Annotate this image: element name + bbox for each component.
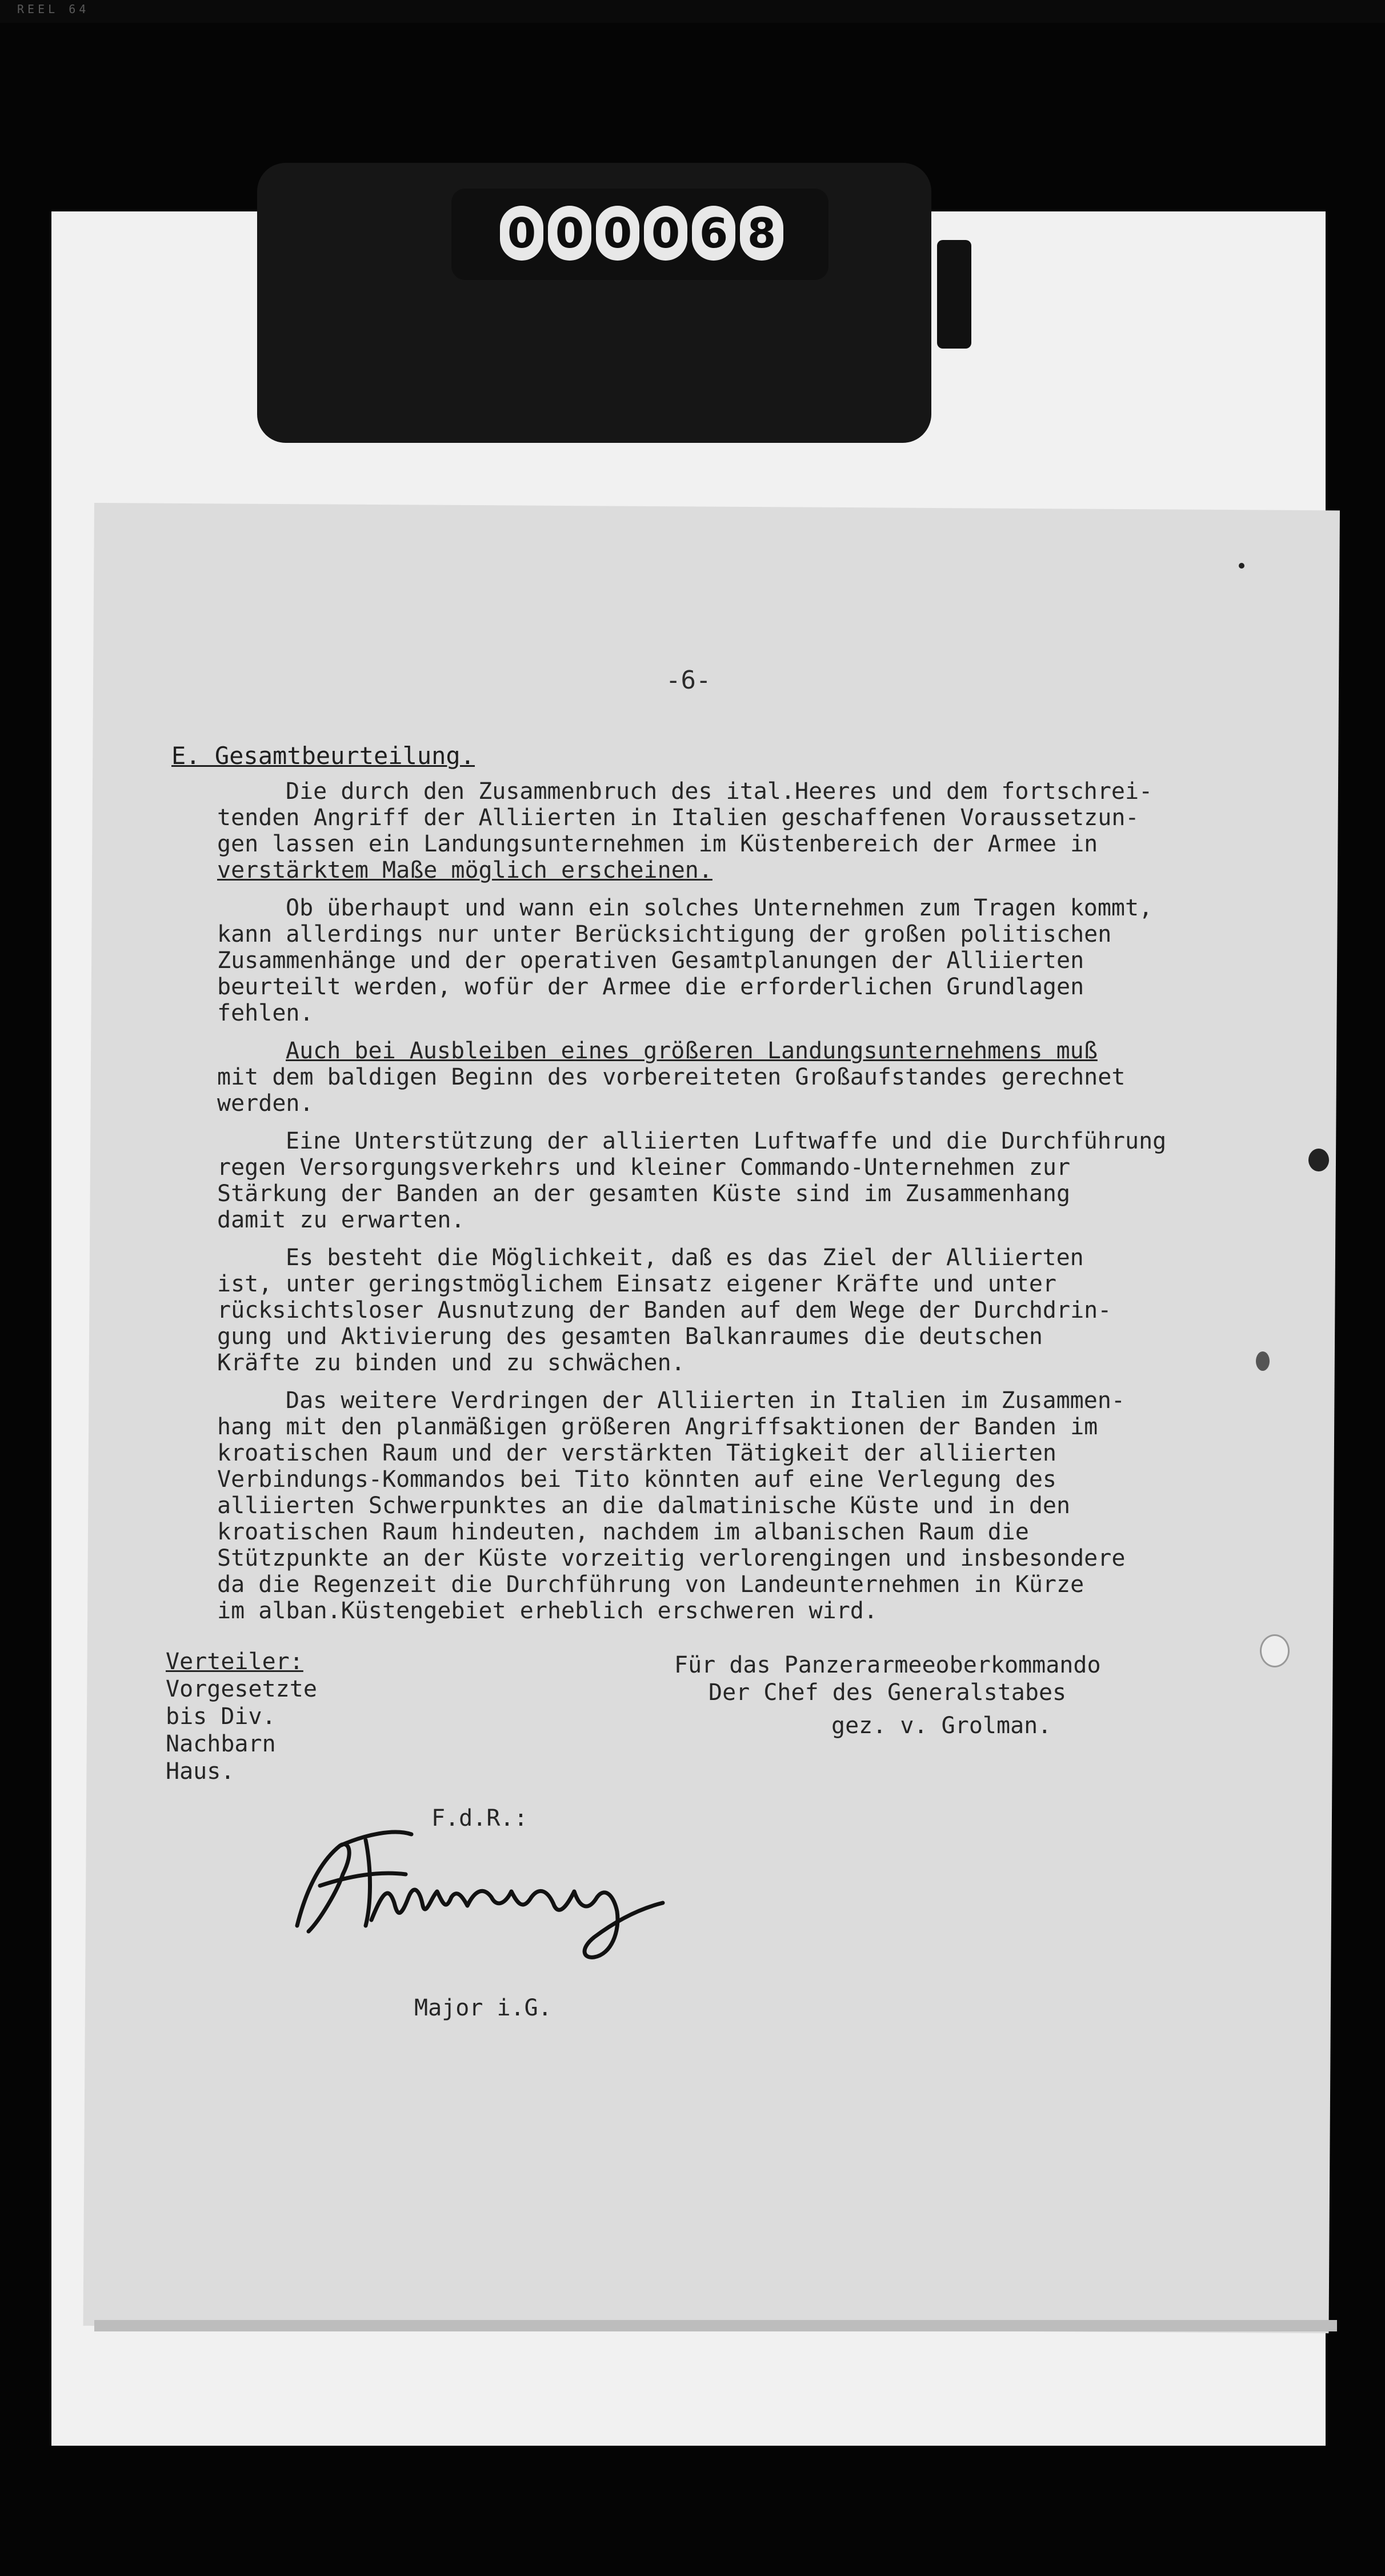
paragraph-1-line-3: gen lassen ein Landungsunternehmen im Küstenbereich der Armee in bbox=[217, 831, 1098, 857]
paragraph-4-line-3: Stärkung der Banden an der gesamten Küste sind im Zusammenhang bbox=[217, 1181, 1071, 1207]
paragraph-2-line-3: Zusammenhänge und der operativen Gesamtplanungen der Alliierten bbox=[217, 947, 1084, 974]
distribution-line: Vorgesetzte bbox=[166, 1676, 317, 1702]
paragraph-6-line-9: im alban.Küstengebiet erheblich erschweren wird. bbox=[217, 1598, 878, 1624]
paragraph-4-line-1: Eine Unterstützung der alliierten Luftwaffe und die Durchführung bbox=[286, 1128, 1167, 1154]
stamp-digit: 8 bbox=[740, 206, 783, 261]
paragraph-5-line-3: rücksichtsloser Ausnutzung der Banden auf dem Wege der Durchdrin- bbox=[217, 1297, 1112, 1323]
paragraph-6-line-8: da die Regenzeit die Durchführung von Landeunternehmen in Kürze bbox=[217, 1571, 1084, 1598]
sheet-edge bbox=[94, 2320, 1337, 2331]
paragraph-4-line-2: regen Versorgungsverkehrs und kleiner Commando-Unternehmen zur bbox=[217, 1154, 1071, 1181]
signatory-line-2: Der Chef des Generalstabes bbox=[708, 1679, 1067, 1706]
stamp-digit: 0 bbox=[644, 206, 687, 261]
signatory-line-1: Für das Panzerarmeeoberkommando bbox=[674, 1652, 1101, 1678]
stamp-digit: 0 bbox=[596, 206, 639, 261]
paragraph-5-line-1: Es besteht die Möglichkeit, daß es das Ziel der Alliierten bbox=[286, 1245, 1084, 1271]
stamp-digit: 6 bbox=[692, 206, 735, 261]
paragraph-2-line-2: kann allerdings nur unter Berücksichtigung der großen politischen bbox=[217, 921, 1112, 947]
paragraph-5-line-5: Kräfte zu binden und zu schwächen. bbox=[217, 1350, 685, 1376]
section-heading-text: E. Gesamtbeurteilung. bbox=[171, 742, 475, 770]
distribution-line: Nachbarn bbox=[166, 1731, 276, 1757]
paragraph-2-line-5: fehlen. bbox=[217, 1000, 314, 1026]
distribution-label: Verteiler: bbox=[166, 1649, 303, 1675]
paragraph-6-line-6: kroatischen Raum hindeuten, nachdem im albanischen Raum die bbox=[217, 1519, 1029, 1545]
paragraph-6-line-4: Verbindungs-Kommandos bei Tito könnten auf eine Verlegung des bbox=[217, 1466, 1057, 1493]
paper-speck bbox=[1239, 563, 1244, 569]
paragraph-4-line-4: damit zu erwarten. bbox=[217, 1207, 465, 1233]
paragraph-3-line-3: werden. bbox=[217, 1090, 314, 1117]
paragraph-2-line-4: beurteilt werden, wofür der Armee die erforderlichen Grundlagen bbox=[217, 974, 1084, 1000]
distribution-line: bis Div. bbox=[166, 1703, 276, 1730]
numbering-stamp-knob bbox=[937, 240, 971, 349]
signatory-line-3: gez. v. Grolman. bbox=[831, 1713, 1052, 1739]
punch-hole bbox=[1256, 1351, 1270, 1371]
paragraph-3-line-2: mit dem baldigen Beginn des vorbereiteten Großaufstandes gerechnet bbox=[217, 1064, 1126, 1090]
paragraph-5-line-4: gung und Aktivierung des gesamten Balkanraumes die deutschen bbox=[217, 1323, 1043, 1350]
fdr-label: F.d.R.: bbox=[431, 1805, 528, 1831]
handwritten-signature bbox=[286, 1811, 697, 1971]
paragraph-6-line-1: Das weitere Verdringen der Alliierten in Italien im Zusammen- bbox=[286, 1387, 1126, 1414]
section-heading bbox=[171, 742, 475, 770]
punch-hole bbox=[1260, 1634, 1290, 1667]
page-number: -6- bbox=[666, 666, 711, 695]
stamp-number bbox=[500, 206, 783, 263]
stamp-digit: 0 bbox=[548, 206, 591, 261]
film-strip-top bbox=[0, 0, 1385, 23]
film-code: REEL 64 bbox=[17, 2, 90, 16]
paragraph-1-line-1: Die durch den Zusammenbruch des ital.Heeres und dem fortschrei- bbox=[286, 778, 1153, 805]
paragraph-5-line-2: ist, unter geringstmöglichem Einsatz eigener Kräfte und unter bbox=[217, 1271, 1057, 1297]
paragraph-2-line-1: Ob überhaupt und wann ein solches Unternehmen zum Tragen kommt, bbox=[286, 895, 1153, 921]
paragraph-6-line-5: alliierten Schwerpunktes an die dalmatinische Küste und in den bbox=[217, 1493, 1071, 1519]
punch-hole bbox=[1308, 1149, 1329, 1171]
paragraph-6-line-7: Stützpunkte an der Küste vorzeitig verlorengingen und insbesondere bbox=[217, 1545, 1126, 1571]
paragraph-6-line-2: hang mit den planmäßigen größeren Angriffsaktionen der Banden im bbox=[217, 1414, 1098, 1440]
paragraph-6-line-3: kroatischen Raum und der verstärkten Tätigkeit der alliierten bbox=[217, 1440, 1057, 1466]
paragraph-1-line-4: verstärktem Maße möglich erscheinen. bbox=[217, 857, 712, 883]
distribution-line: Haus. bbox=[166, 1758, 235, 1785]
stamp-digit: 0 bbox=[500, 206, 543, 261]
paragraph-1-line-2: tenden Angriff der Alliierten in Italien geschaffenen Voraussetzun- bbox=[217, 805, 1139, 831]
rank-label: Major i.G. bbox=[414, 1995, 552, 2021]
paragraph-3-line-1: Auch bei Ausbleiben eines größeren Landungsunternehmens muß bbox=[286, 1038, 1098, 1064]
